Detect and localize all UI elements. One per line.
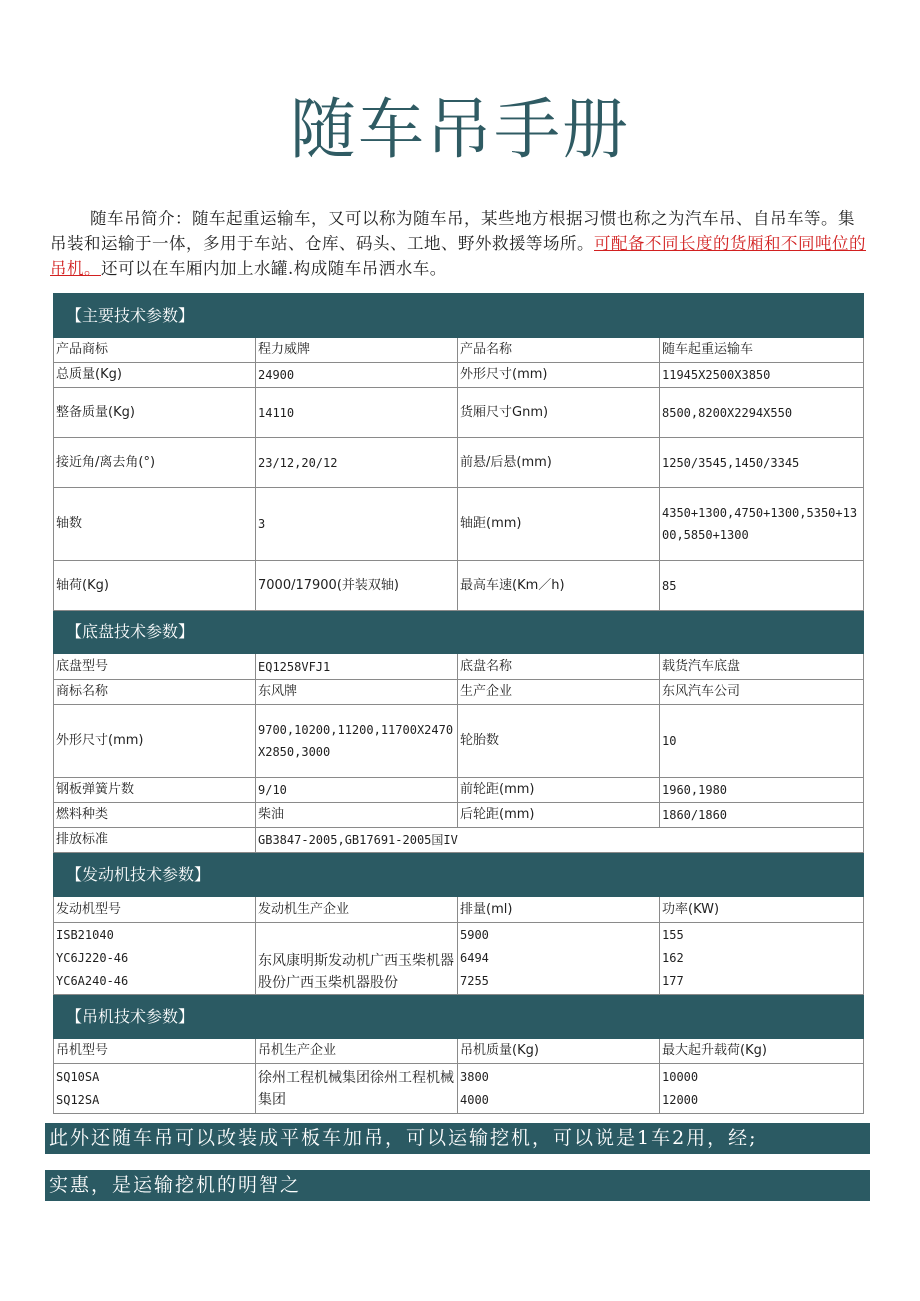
cell-value: 程力威牌	[256, 338, 458, 363]
list-item: 5900	[460, 928, 489, 942]
engine-maker: 东风康明斯发动机广西玉柴机器股份广西玉柴机器股份	[256, 923, 458, 995]
list-item: 12000	[662, 1092, 699, 1107]
intro-text: 随车吊简介：随车起重运输车，又可以称为随车吊，某些地方根据习惯也称之为汽车吊、自吊车等。集吊装和运输于一体，多用于车站、仓库、码头、工地、野外救援等场所。	[50, 209, 855, 253]
cell-value: 23/12,20/12	[256, 438, 458, 488]
cell-value: 柴油	[256, 803, 458, 828]
engine-models	[54, 923, 256, 995]
cell-label: 排放标准	[54, 828, 256, 853]
table-row	[54, 803, 864, 828]
crane-load	[660, 1064, 864, 1114]
column-header: 最大起升载荷(Kg)	[660, 1039, 864, 1064]
cell-value: 9/10	[256, 778, 458, 803]
cell-value: 1860/1860	[660, 803, 864, 828]
cell-label: 钢板弹簧片数	[54, 778, 256, 803]
cell-value: 11945X2500X3850	[660, 363, 864, 388]
intro-highlight: 可配备不同长度的货厢和不同吨位的吊机。	[50, 234, 866, 278]
cell-label: 后轮距(mm)	[458, 803, 660, 828]
table-row	[54, 561, 864, 611]
section-header-crane: 【吊机技术参数】	[54, 995, 864, 1039]
cell-label: 总质量(Kg)	[54, 363, 256, 388]
crane-models	[54, 1064, 256, 1114]
cell-label: 最高车速(Km／h)	[458, 561, 660, 611]
table-row	[54, 1064, 864, 1114]
cell-label: 外形尺寸(mm)	[54, 705, 256, 778]
section-header-engine: 【发动机技术参数】	[54, 853, 864, 897]
spec-table	[53, 293, 864, 1114]
list-item: 10000	[662, 1069, 699, 1084]
crane-maker: 徐州工程机械集团徐州工程机械集团	[256, 1064, 458, 1114]
cell-label: 前轮距(mm)	[458, 778, 660, 803]
column-header: 吊机型号	[54, 1039, 256, 1064]
cell-label: 产品名称	[458, 338, 660, 363]
cell-value: 1250/3545,1450/3345	[660, 438, 864, 488]
engine-power	[660, 923, 864, 995]
cell-label: 轴数	[54, 488, 256, 561]
section-header-chassis: 【底盘技术参数】	[54, 611, 864, 654]
cell-value: 24900	[256, 363, 458, 388]
cell-value: EQ1258VFJ1	[256, 654, 458, 680]
list-item: 7255	[460, 974, 489, 988]
list-item: 155	[662, 928, 684, 942]
cell-label: 轮胎数	[458, 705, 660, 778]
table-row	[54, 705, 864, 778]
intro-tail: 还可以在车厢内加上水罐.构成随车吊洒水车。	[101, 259, 447, 278]
list-item: 3800	[460, 1069, 489, 1084]
cell-label: 外形尺寸(mm)	[458, 363, 660, 388]
cell-value: 随车起重运输车	[660, 338, 864, 363]
intro-paragraph	[50, 206, 868, 281]
footer-banner-line1: 此外还随车吊可以改装成平板车加吊，可以运输挖机，可以说是1车2用，经;	[45, 1123, 870, 1154]
cell-label: 产品商标	[54, 338, 256, 363]
cell-label: 轴距(mm)	[458, 488, 660, 561]
column-header: 功率(KW)	[660, 897, 864, 923]
cell-value: 1960,1980	[660, 778, 864, 803]
cell-value: 东风汽车公司	[660, 680, 864, 705]
table-row	[54, 438, 864, 488]
table-row	[54, 363, 864, 388]
cell-value: 85	[660, 561, 864, 611]
engine-displacement	[458, 923, 660, 995]
list-item: YC6A240-46	[56, 974, 129, 988]
list-item: ISB21040	[56, 928, 114, 942]
cell-value: 8500,8200X2294X550	[660, 388, 864, 438]
crane-mass	[458, 1064, 660, 1114]
cell-label: 整备质量(Kg)	[54, 388, 256, 438]
table-row	[54, 654, 864, 680]
list-item: SQ12SA	[56, 1092, 100, 1107]
column-header: 发动机型号	[54, 897, 256, 923]
cell-label: 接近角/离去角(°)	[54, 438, 256, 488]
table-row	[54, 488, 864, 561]
column-header: 吊机质量(Kg)	[458, 1039, 660, 1064]
table-row	[54, 388, 864, 438]
cell-value: 4350+1300,4750+1300,5350+1300,5850+1300	[660, 488, 864, 561]
column-header: 排量(ml)	[458, 897, 660, 923]
table-row	[54, 778, 864, 803]
cell-label: 底盘名称	[458, 654, 660, 680]
list-item: 162	[662, 951, 684, 965]
page-title: 随车吊手册	[290, 91, 630, 168]
column-header: 发动机生产企业	[256, 897, 458, 923]
cell-label: 轴荷(Kg)	[54, 561, 256, 611]
cell-value: 10	[660, 705, 864, 778]
section-header-main: 【主要技术参数】	[54, 294, 864, 338]
cell-value: 7000/17900(并装双轴)	[256, 561, 458, 611]
footer-banner-line2: 实惠，是运输挖机的明智之	[45, 1170, 870, 1201]
column-header: 吊机生产企业	[256, 1039, 458, 1064]
cell-label: 生产企业	[458, 680, 660, 705]
table-row	[54, 338, 864, 363]
cell-value: 3	[256, 488, 458, 561]
cell-label: 货厢尺寸Gnm)	[458, 388, 660, 438]
list-item: YC6J220-46	[56, 951, 129, 965]
cell-label: 前悬/后悬(mm)	[458, 438, 660, 488]
list-item: SQ10SA	[56, 1069, 100, 1084]
list-item: 177	[662, 974, 684, 988]
cell-value: 东风牌	[256, 680, 458, 705]
list-item: 4000	[460, 1092, 489, 1107]
cell-value: 9700,10200,11200,11700X2470X2850,3000	[256, 705, 458, 778]
cell-value: GB3847-2005,GB17691-2005国IV	[256, 828, 864, 853]
cell-label: 燃料种类	[54, 803, 256, 828]
cell-label: 商标名称	[54, 680, 256, 705]
table-row	[54, 680, 864, 705]
cell-value: 14110	[256, 388, 458, 438]
cell-value: 载货汽车底盘	[660, 654, 864, 680]
table-row	[54, 923, 864, 995]
list-item: 6494	[460, 951, 489, 965]
table-row	[54, 828, 864, 853]
table-row	[54, 897, 864, 923]
table-row	[54, 1039, 864, 1064]
cell-label: 底盘型号	[54, 654, 256, 680]
